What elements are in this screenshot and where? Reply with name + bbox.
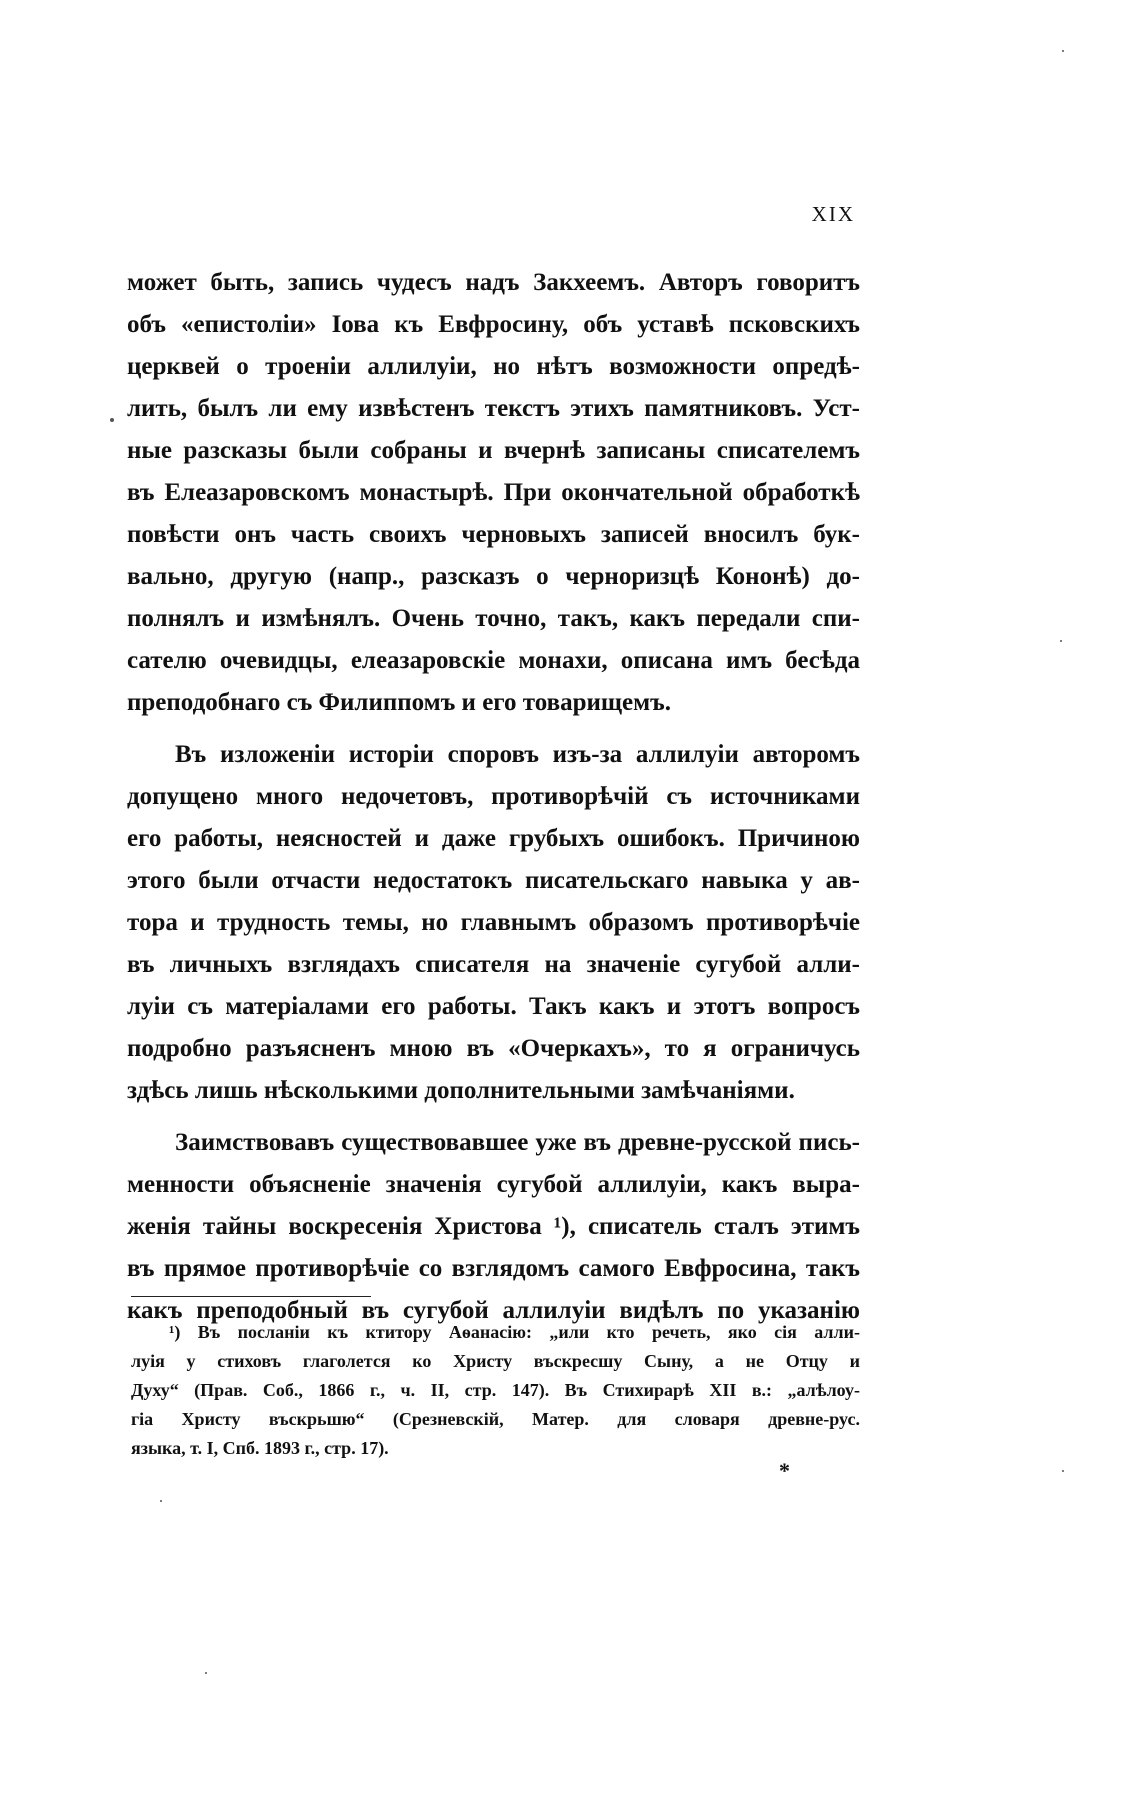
text-line: этого были отчасти недостатокъ писательскаго навыка у ав- bbox=[127, 867, 860, 894]
text-line: въ личныхъ взглядахъ списателя на значеніе сугубой алли- bbox=[127, 951, 860, 978]
text-line: луіи съ матеріалами его работы. Такъ какъ и этотъ вопросъ bbox=[127, 993, 860, 1020]
text-line: лить, былъ ли ему извѣстенъ текстъ этихъ памятниковъ. Уст- bbox=[127, 395, 860, 422]
text-line: церквей о троеніи аллилуіи, но нѣтъ возможности опредѣ- bbox=[127, 353, 860, 380]
text-line: ные разсказы были собраны и вчернѣ записаны списателемъ bbox=[127, 437, 860, 464]
paragraph bbox=[127, 1122, 860, 1332]
text-line: въ Елеазаровскомъ монастырѣ. При окончательной обработкѣ bbox=[127, 479, 860, 506]
paragraph bbox=[127, 734, 860, 1112]
footnote-line: ¹) Въ посланіи къ ктитору Аѳанасію: „или кто речеть, яко сія алли- bbox=[169, 1322, 860, 1342]
text-line: въ прямое противорѣчіе со взглядомъ самого Евфросина, такъ bbox=[127, 1255, 860, 1282]
text-line: полнялъ и измѣнялъ. Очень точно, такъ, какъ передали спи- bbox=[127, 605, 860, 632]
text-line: подробно разъясненъ мною въ «Очеркахъ», то я ограничусь bbox=[127, 1035, 860, 1062]
text-line: какъ преподобный въ сугубой аллилуіи видѣлъ по указанію bbox=[127, 1297, 860, 1324]
paragraph-gap bbox=[127, 724, 860, 734]
text-line: здѣсь лишь нѣсколькими дополнительными замѣчаніями. bbox=[127, 1077, 795, 1104]
asterisk-mark: * bbox=[779, 1458, 790, 1483]
page-number: XIX bbox=[811, 202, 855, 226]
scan-speck bbox=[1062, 1470, 1064, 1472]
footnote-line: гіа Христу въскрьшю“ (Срезневскій, Матер. для словаря древне-рус. bbox=[131, 1409, 860, 1429]
scan-speck bbox=[110, 418, 114, 422]
text-line: преподобнаго съ Филиппомъ и его товарищемъ. bbox=[127, 689, 671, 716]
scan-speck bbox=[1060, 640, 1062, 642]
footnote-separator bbox=[131, 1296, 371, 1297]
text-line: женія тайны воскресенія Христова ¹), списатель сталъ этимъ bbox=[127, 1213, 860, 1240]
text-line: повѣсти онъ часть своихъ черновыхъ записей вносилъ бук- bbox=[127, 521, 860, 548]
text-line: вально, другую (напр., разсказъ о черноризцѣ Кононѣ) до- bbox=[127, 563, 860, 590]
text-line: его работы, неясностей и даже грубыхъ ошибокъ. Причиною bbox=[127, 825, 860, 852]
scan-speck bbox=[160, 1500, 162, 1502]
paragraph bbox=[127, 262, 860, 724]
text-line: тора и трудность темы, но главнымъ образомъ противорѣчіе bbox=[127, 909, 860, 936]
footnote-line: языка, т. I, Спб. 1893 г., стр. 17). bbox=[131, 1438, 389, 1458]
text-line: может быть, запись чудесъ надъ Закхеемъ. Авторъ говоритъ bbox=[127, 269, 860, 296]
footnote-line: луія у стиховъ глаголется ко Христу въскресшу Сыну, а не Отцу и bbox=[131, 1351, 860, 1371]
footnote bbox=[131, 1318, 860, 1463]
text-line: сателю очевидцы, елеазаровскіе монахи, описана имъ бесѣда bbox=[127, 647, 860, 674]
main-text bbox=[127, 262, 860, 1332]
footnote-line: Духу“ (Прав. Соб., 1866 г., ч. II, стр. 147). Въ Стихирарѣ XII в.: „алѣлоу- bbox=[131, 1380, 860, 1400]
text-line: объ «епистоліи» Іова къ Евфросину, объ уставѣ псковскихъ bbox=[127, 311, 860, 338]
text-line: Заимствовавъ существовавшее уже въ древне-русской пись- bbox=[175, 1129, 860, 1156]
scan-speck bbox=[205, 1672, 207, 1674]
paragraph-gap bbox=[127, 1112, 860, 1122]
text-line: менности объясненіе значенія сугубой аллилуіи, какъ выра- bbox=[127, 1171, 860, 1198]
text-line: допущено много недочетовъ, противорѣчій съ источниками bbox=[127, 783, 860, 810]
scan-speck bbox=[1062, 50, 1064, 52]
text-line: Въ изложеніи исторіи споровъ изъ-за аллилуіи авторомъ bbox=[175, 741, 860, 768]
